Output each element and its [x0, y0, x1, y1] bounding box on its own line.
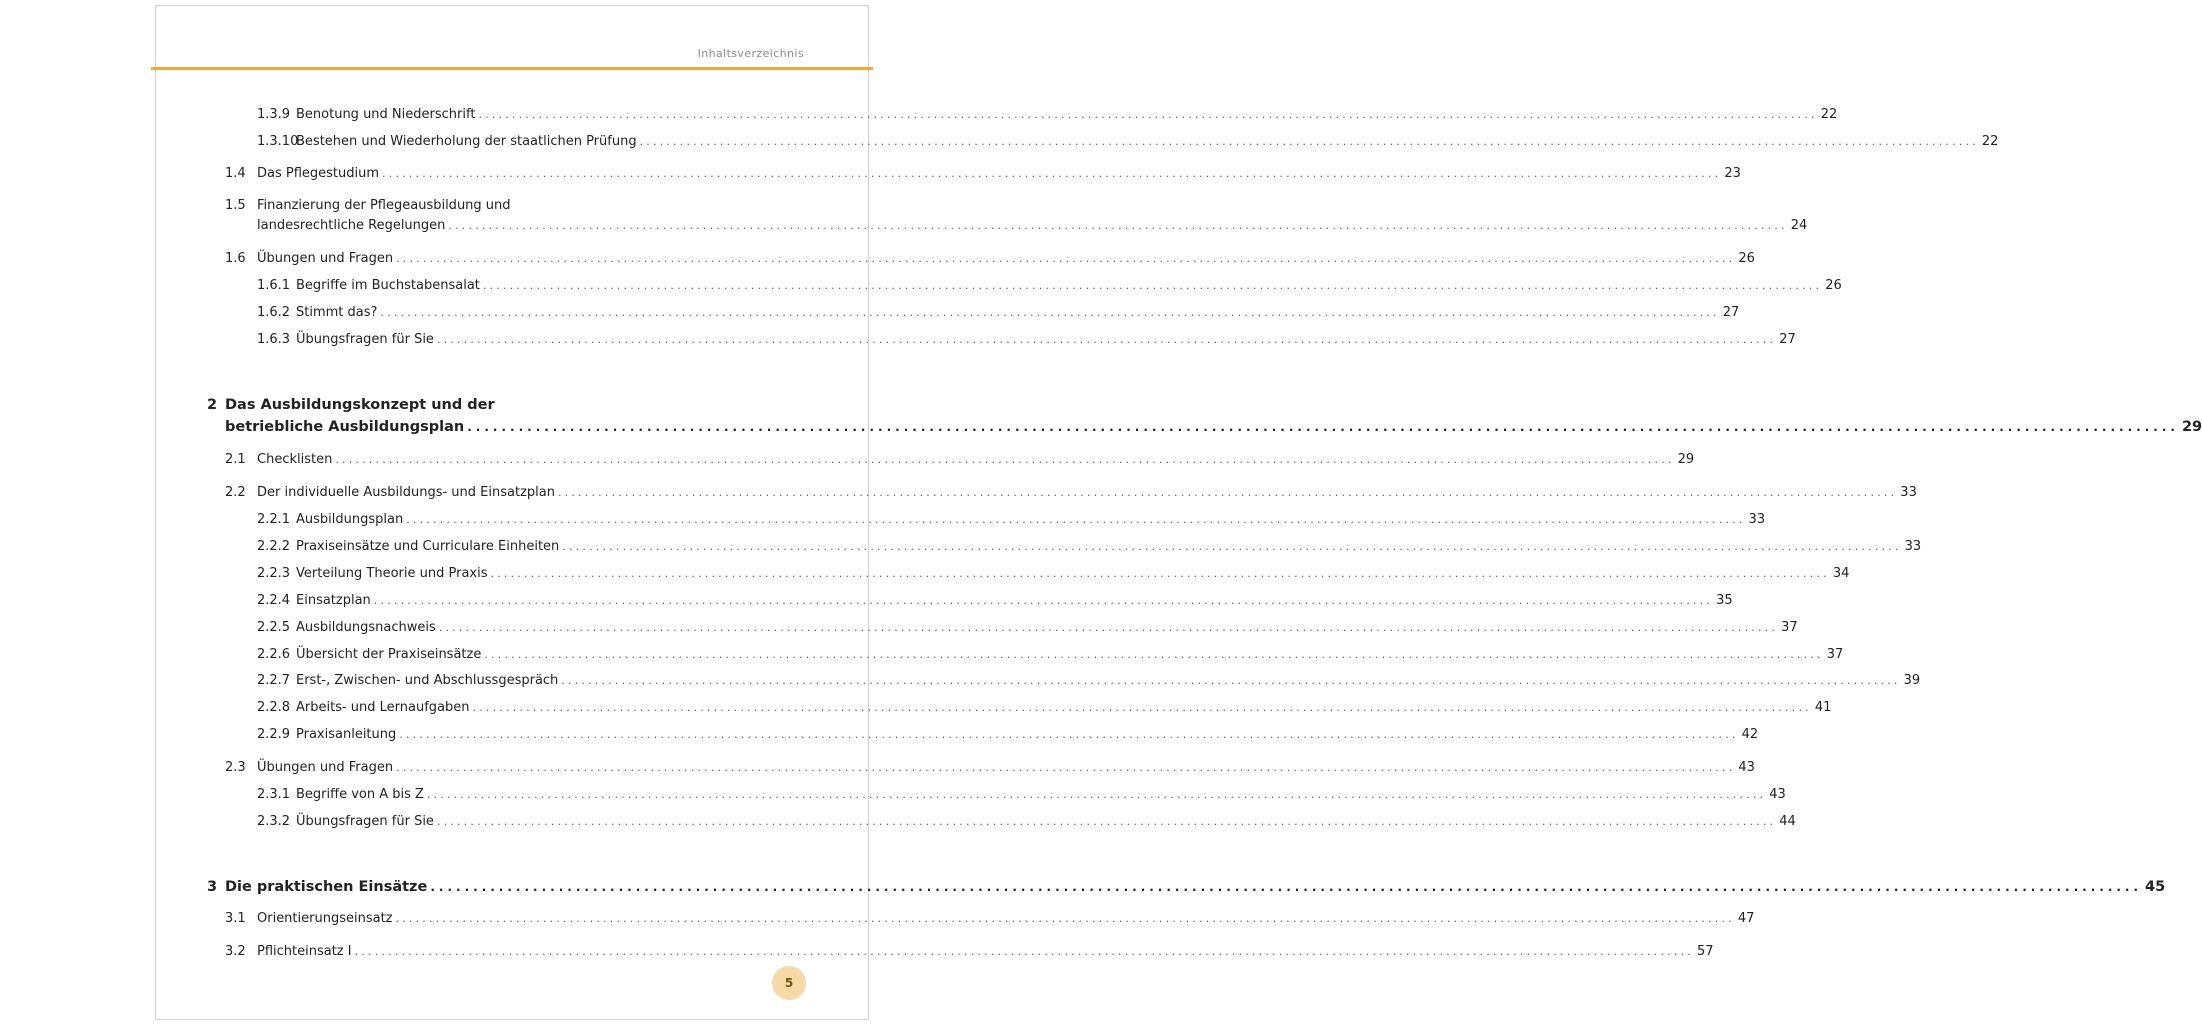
toc-entry-title: Begriffe von A bis Z: [296, 787, 424, 802]
dot-leader: ........................................................................................................................................................................................................: [478, 108, 1818, 121]
toc-entry-page: 24: [1790, 218, 1808, 233]
toc-entry-title: Übersicht der Praxiseinsätze: [296, 647, 482, 662]
toc-entry-number: 2.1: [225, 452, 246, 467]
toc-entry-page: 33: [1748, 512, 1766, 527]
toc-entry-number: 2.2.5: [257, 620, 291, 635]
toc-entry-title: Übungsfragen für Sie: [296, 814, 434, 829]
toc-entry-page: 41: [1814, 700, 1832, 715]
dot-leader: ........................................................................................................................................................................................................: [382, 167, 1722, 180]
toc-entry-title-line1: Das Ausbildungskonzept und der: [225, 397, 495, 413]
toc-entry-title: Bestehen und Wiederholung der staatlichen Prüfung: [296, 134, 637, 149]
toc-entry-page: 44: [1779, 814, 1796, 829]
toc-entry-page: 39: [1903, 673, 1921, 688]
header-rule: [151, 67, 873, 70]
toc-entry-title: Erst-, Zwischen- und Abschlussgespräch: [296, 673, 559, 688]
toc-entry-title: Ausbildungsplan: [296, 512, 404, 527]
toc-entry-number: 3.2: [225, 944, 246, 959]
toc-entry-title: Orientierungseinsatz: [257, 911, 393, 926]
running-head: Inhaltsverzeichnis: [697, 47, 804, 60]
toc-entry-page: 43: [1738, 760, 1755, 775]
toc-entry-page: 27: [1722, 305, 1740, 320]
page-number-badge: 5: [772, 966, 806, 1000]
toc-entry-title: Übungen und Fragen: [257, 760, 394, 775]
dot-leader: ........................................................................................................................................................................................................: [436, 333, 1777, 346]
dot-leader: ........................................................................................................................................................................................................: [557, 486, 1898, 499]
toc-entry-title: Übungen und Fragen: [257, 251, 394, 266]
toc-entry-page: 33: [1900, 485, 1917, 500]
toc-entry-number: 2.2.6: [257, 647, 291, 662]
dot-leader: ........................................................................................................................................................................................................: [448, 219, 1788, 232]
toc-entry-title: Der individuelle Ausbildungs- und Einsatzplan: [257, 485, 555, 500]
toc-entry-title: Praxisanleitung: [296, 727, 397, 742]
toc-entry-page: 35: [1716, 593, 1733, 608]
dot-leader: ........................................................................................................................................................................................................: [467, 420, 2179, 434]
toc-entry-page: 27: [1779, 332, 1796, 347]
toc-entry-number: 2.2.9: [257, 727, 291, 742]
dot-leader: ........................................................................................................................................................................................................: [354, 945, 1694, 958]
toc-entry-page: 37: [1781, 620, 1798, 635]
toc-entry-number: 2.2: [225, 485, 246, 500]
toc-entry-number: 2.2.2: [257, 539, 291, 554]
toc-entry-number: 2: [207, 397, 218, 413]
toc-entry-page: 33: [1904, 539, 1922, 554]
toc-entry-page: 22: [1981, 134, 1999, 149]
toc-entry-number: 2.2.4: [257, 593, 291, 608]
dot-leader: ........................................................................................................................................................................................................: [562, 540, 1902, 553]
toc-entry-title: Checklisten: [257, 452, 333, 467]
toc-entry-title: Stimmt das?: [296, 305, 378, 320]
dot-leader: ........................................................................................................................................................................................................: [396, 252, 1736, 265]
toc-entry-number: 1.3.10: [257, 134, 299, 149]
dot-leader: ........................................................................................................................................................................................................: [380, 306, 1720, 319]
toc-entry-title: betriebliche Ausbildungsplan: [225, 419, 465, 435]
toc-entry-title: Benotung und Niederschrift: [296, 107, 476, 122]
toc-entry-number: 2.2.8: [257, 700, 291, 715]
toc-entry-number: 2.2.7: [257, 673, 291, 688]
dot-leader: ........................................................................................................................................................................................................: [426, 788, 1767, 801]
toc-entry-title: Begriffe im Buchstabensalat: [296, 278, 480, 293]
toc-entry-page: 57: [1696, 944, 1714, 959]
dot-leader: ........................................................................................................................................................................................................: [482, 279, 1823, 292]
toc-entry-title: Verteilung Theorie und Praxis: [296, 566, 488, 581]
dot-leader: ........................................................................................................................................................................................................: [430, 880, 2143, 894]
toc-entry-number: 1.3.9: [257, 107, 291, 122]
toc-entry-title: Praxiseinsätze und Curriculare Einheiten: [296, 539, 560, 554]
dot-leader: ........................................................................................................................................................................................................: [438, 621, 1779, 634]
toc-entry-number: 3: [207, 879, 218, 895]
toc-entry-title: Einsatzplan: [296, 593, 371, 608]
toc-entry-page: 37: [1826, 647, 1844, 662]
toc-entry-number: 2.3: [225, 760, 246, 775]
dot-leader: ........................................................................................................................................................................................................: [396, 761, 1736, 774]
dot-leader: ........................................................................................................................................................................................................: [399, 728, 1739, 741]
toc-entry-page: 45: [2145, 879, 2166, 895]
dot-leader: ........................................................................................................................................................................................................: [490, 567, 1830, 580]
toc-entry-number: 1.5: [225, 198, 246, 213]
toc-entry-number: 1.6.3: [257, 332, 291, 347]
dot-leader: ........................................................................................................................................................................................................: [395, 912, 1735, 925]
toc-entry-page: 26: [1825, 278, 1842, 293]
toc-entry-title: Die praktischen Einsätze: [225, 879, 428, 895]
toc-entry-number: 2.2.1: [257, 512, 291, 527]
toc-entry-title: Ausbildungsnachweis: [296, 620, 436, 635]
toc-entry-title: Das Pflegestudium: [257, 166, 380, 181]
toc-entry-title-line1: Finanzierung der Pflegeausbildung und: [257, 198, 511, 213]
dot-leader: ........................................................................................................................................................................................................: [406, 513, 1746, 526]
toc-entry-number: 1.6: [225, 251, 246, 266]
toc-entry-title: landesrechtliche Regelungen: [257, 218, 446, 233]
toc-entry-number: 1.6.2: [257, 305, 291, 320]
dot-leader: ........................................................................................................................................................................................................: [436, 815, 1777, 828]
dot-leader: ........................................................................................................................................................................................................: [335, 453, 1675, 466]
toc-entry-number: 2.3.1: [257, 787, 291, 802]
toc-entry-page: 47: [1737, 911, 1755, 926]
toc-entry-title: Arbeits- und Lernaufgaben: [296, 700, 470, 715]
toc-entry-title: Übungsfragen für Sie: [296, 332, 434, 347]
toc-entry-page: 43: [1769, 787, 1786, 802]
dot-leader: ........................................................................................................................................................................................................: [472, 701, 1812, 714]
toc-entry-page: 26: [1738, 251, 1755, 266]
toc-entry-page: 22: [1820, 107, 1838, 122]
toc-entry-number: 1.4: [225, 166, 246, 181]
book-page: [155, 5, 2202, 1020]
toc-entry-page: 42: [1741, 727, 1759, 742]
toc-entry-page: 29: [2181, 419, 2202, 435]
dot-leader: ........................................................................................................................................................................................................: [373, 594, 1714, 607]
dot-leader: ........................................................................................................................................................................................................: [639, 135, 1979, 148]
toc-entry-title: Pflichteinsatz I: [257, 944, 352, 959]
toc-entry-number: 2.3.2: [257, 814, 291, 829]
toc-entry-page: 23: [1724, 166, 1741, 181]
toc-entry-page: 29: [1677, 452, 1695, 467]
toc-entry-page: 34: [1832, 566, 1850, 581]
dot-leader: ........................................................................................................................................................................................................: [561, 674, 1901, 687]
dot-leader: ........................................................................................................................................................................................................: [484, 648, 1824, 661]
toc-entry-number: 1.6.1: [257, 278, 291, 293]
toc-entry-number: 2.2.3: [257, 566, 291, 581]
toc-entry-number: 3.1: [225, 911, 246, 926]
